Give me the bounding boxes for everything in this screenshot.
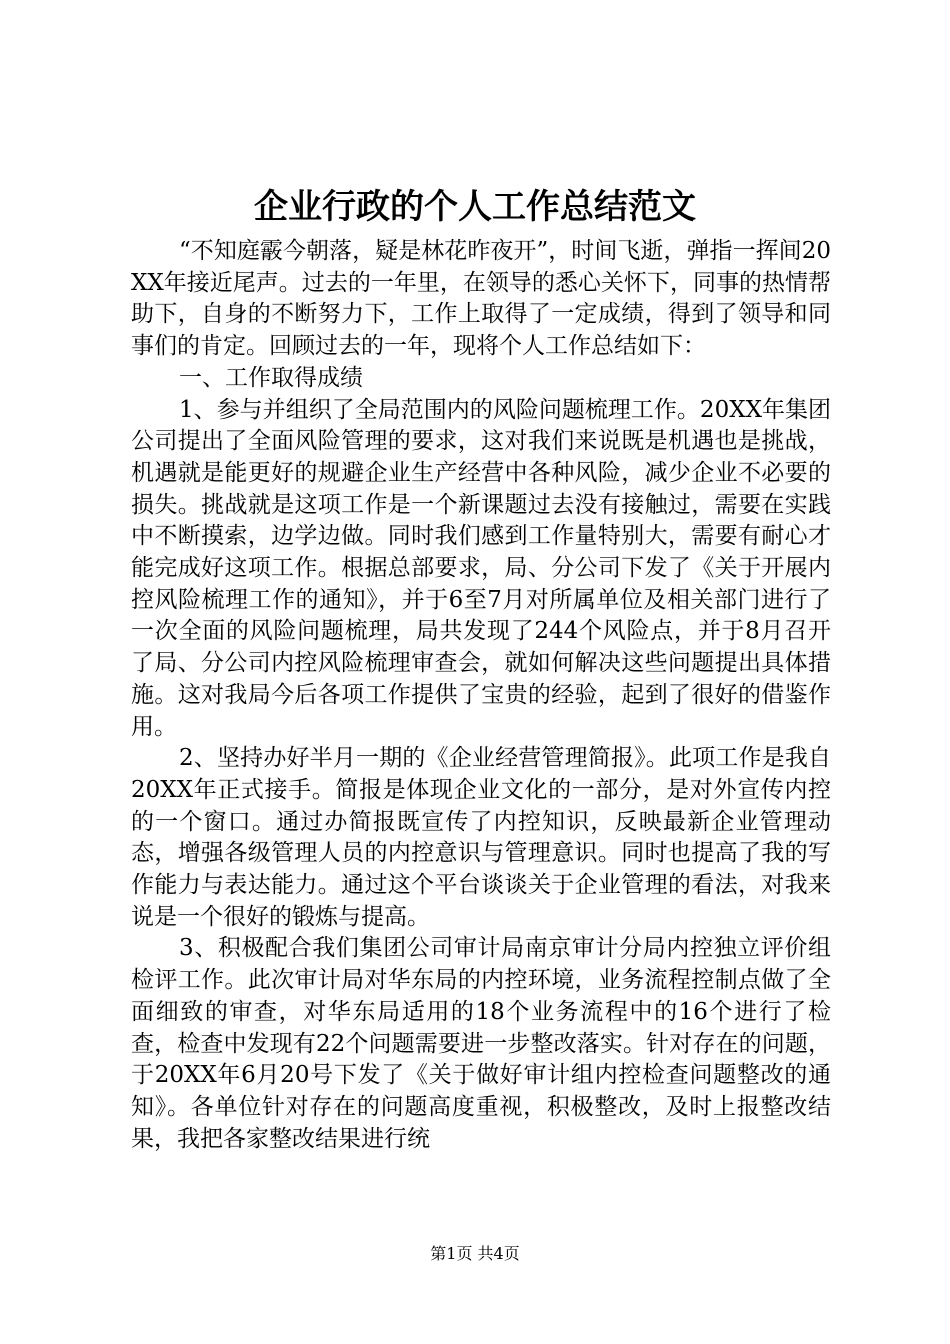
section-heading: 一、工作取得成绩	[179, 364, 363, 391]
item-paragraph-1: 1、参与并组织了全局范围内的风险问题梳理工作。20XX年集团公司提出了全面风险管理的要求，这对我们来说既是机遇也是挑战，机遇就是能更好的规避企业生产经营中各种风险，减少企业不必要的损失。挑战就是这项工作是一个新课题过去没有接触过，需要在实践中不断摸索，边学边做。同时我们感到工作量特别大，需要有耐心才能完成好这项工作。根据总部要求，局、分公司下发了《关于开展内控风险梳理工作的通知》，并于6至7月对所属单位及相关部门进行了一次全面的风险问题梳理，局共发现了244个风险点，并于8月召开了局、分公司内控风险梳理审查会，就如何解决这些问题提出具体措施。这对我局今后各项工作提供了宝贵的经验，起到了很好的借鉴作用。	[131, 396, 831, 740]
item-paragraph-2: 2、坚持办好半月一期的《企业经营管理简报》。此项工作是我自20XX年正式接手。简报是体现企业文化的一部分，是对外宣传内控的一个窗口。通过办简报既宣传了内控知识，反映最新企业管理动态，增强各级管理人员的内控意识与管理意识。同时也提高了我的写作能力与表达能力。通过这个平台谈谈关于企业管理的看法，对我来说是一个很好的锻炼与提高。	[131, 745, 831, 930]
document-body	[131, 236, 831, 1155]
intro-paragraph: “不知庭霰今朝落，疑是林花昨夜开”，时间飞逝，弹指一挥间20XX年接近尾声。过去的一年里，在领导的悉心关怀下，同事的热情帮助下，自身的不断努力下，工作上取得了一定成绩，得到了领导和同事们的肯定。回顾过去的一年，现将个人工作总结如下：	[131, 238, 831, 360]
page-footer: 第1页 共4页	[430, 1244, 520, 1263]
item-paragraph-3: 3、积极配合我们集团公司审计局南京审计分局内控独立评价组检评工作。此次审计局对华东局的内控环境，业务流程控制点做了全面细致的审查，对华东局适用的18个业务流程中的16个进行了检查，检查中发现有22个问题需要进一步整改落实。针对存在的问题，于20XX年6月20号下发了《关于做好审计组内控检查问题整改的通知》。各单位针对存在的问题高度重视，积极整改，及时上报整改结果，我把各家整改结果进行统	[131, 935, 831, 1152]
page-title: 企业行政的个人工作总结范文	[254, 187, 696, 227]
